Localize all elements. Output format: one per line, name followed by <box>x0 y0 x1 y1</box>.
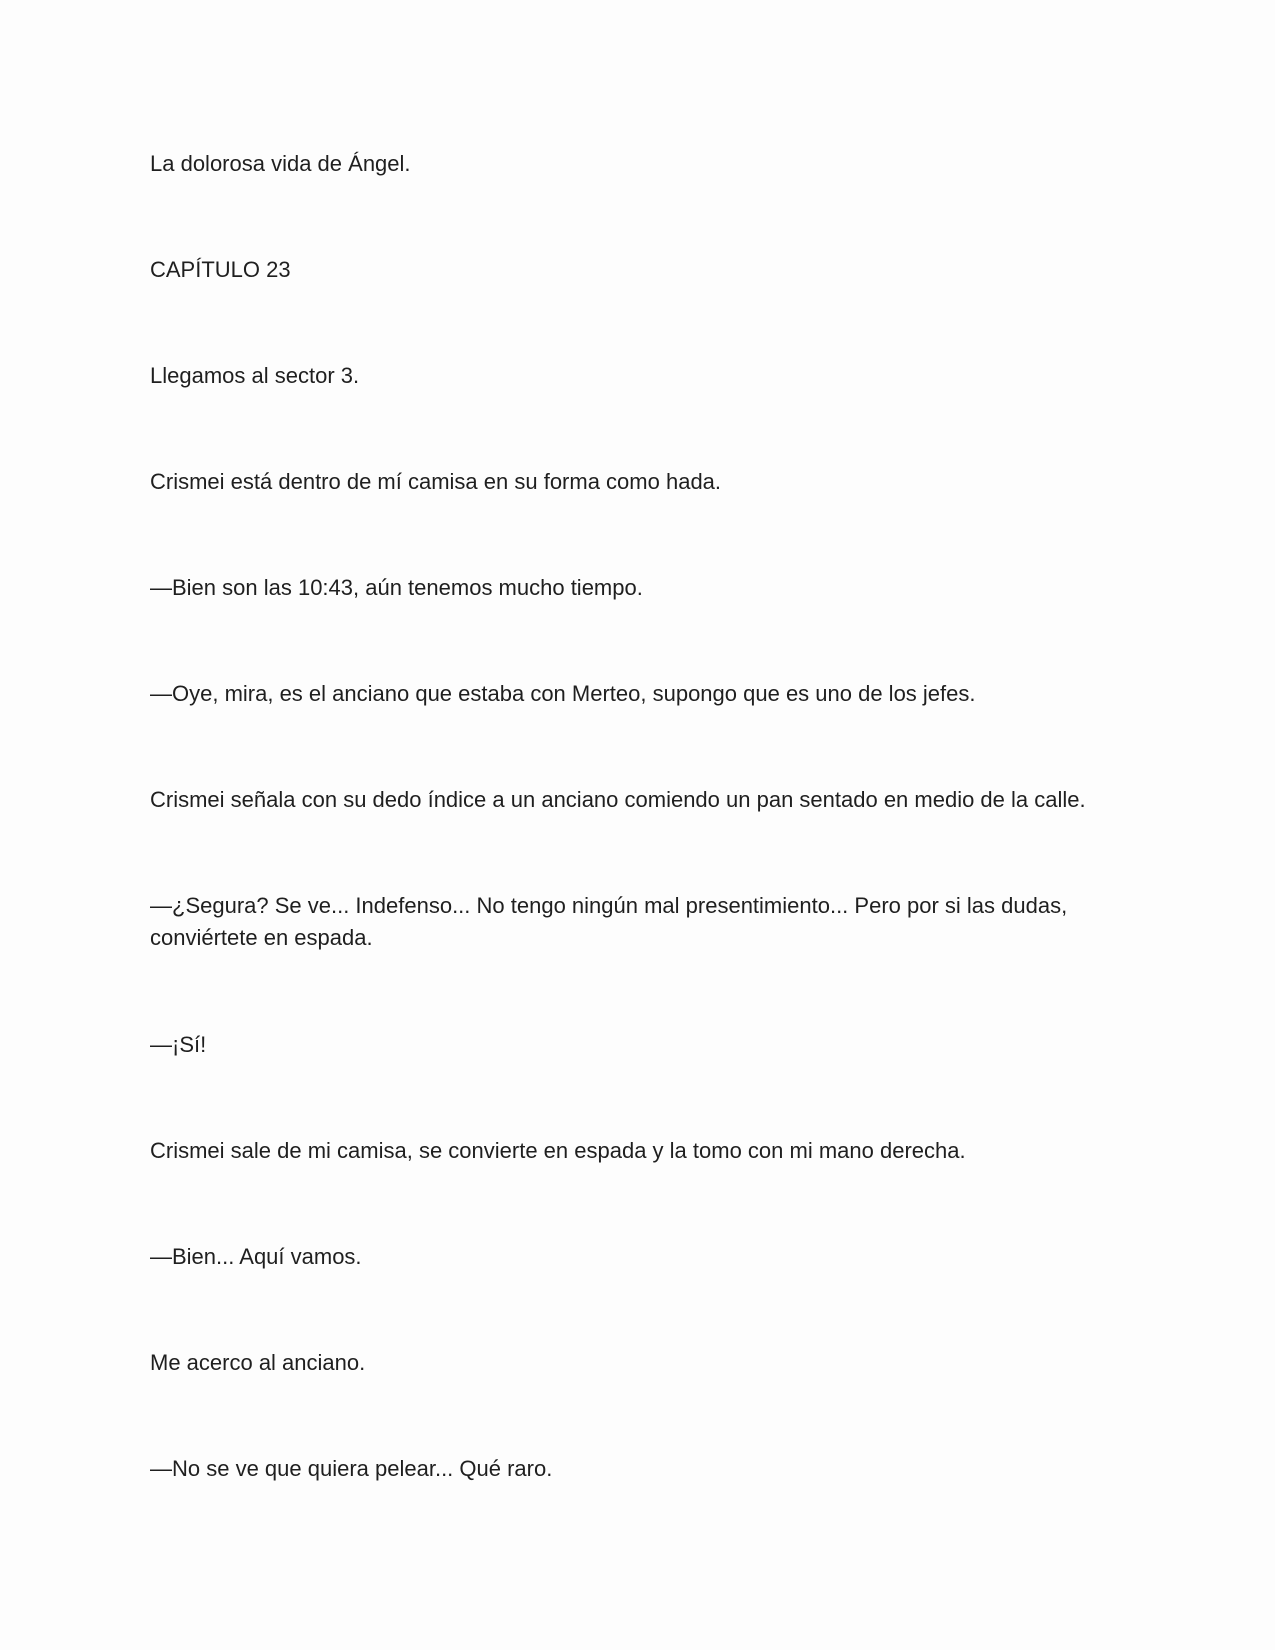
paragraph: —¿Segura? Se ve... Indefenso... No tengo ningún mal presentimiento... Pero por si las dudas, conviértete en espada. <box>150 893 1068 950</box>
paragraph: —No se ve que quiera pelear... Qué raro. <box>150 1456 553 1481</box>
paragraph: —¡Sí! <box>150 1032 207 1057</box>
paragraph: Llegamos al sector 3. <box>150 363 360 388</box>
paragraph: Crismei señala con su dedo índice a un anciano comiendo un pan sentado en medio de la calle. <box>150 787 1086 812</box>
paragraph: Me acerco al anciano. <box>150 1350 366 1375</box>
chapter-heading: CAPÍTULO 23 <box>150 257 291 282</box>
document-title: La dolorosa vida de Ángel. <box>150 151 411 176</box>
paragraph: Crismei sale de mi camisa, se convierte en espada y la tomo con mi mano derecha. <box>150 1138 966 1163</box>
paragraph: Crismei está dentro de mí camisa en su forma como hada. <box>150 469 722 494</box>
paragraph: —Bien... Aquí vamos. <box>150 1244 362 1269</box>
paragraph: —Oye, mira, es el anciano que estaba con Merteo, supongo que es uno de los jefes. <box>150 681 976 706</box>
paragraph: —Bien son las 10:43, aún tenemos mucho tiempo. <box>150 575 643 600</box>
